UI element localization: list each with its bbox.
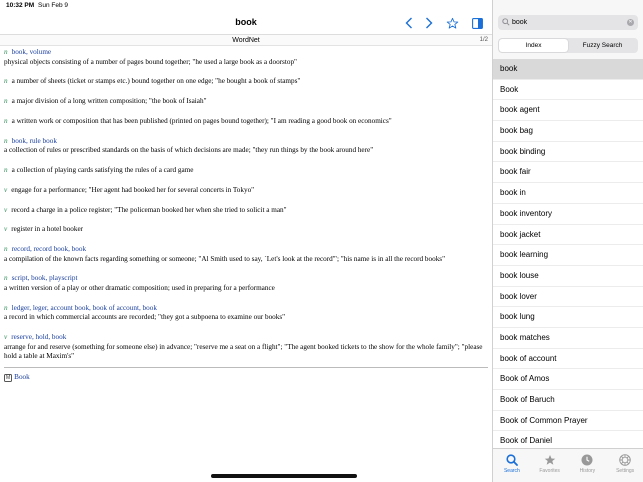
- part-of-speech: n: [4, 116, 8, 125]
- index-list-item[interactable]: book matches: [493, 328, 643, 349]
- search-icon: [506, 454, 518, 466]
- definitions: [4, 48, 488, 382]
- search-icon: [502, 18, 510, 26]
- synonym-links[interactable]: book, volume: [11, 48, 52, 56]
- definition-gloss: a compilation of the known facts regarding something or someone; "Al Smith used to say, `Let's look at the record'"; "his name is in all the record books": [4, 254, 446, 263]
- forward-button[interactable]: [422, 16, 436, 30]
- index-list-item[interactable]: book learning: [493, 245, 643, 266]
- other-source-label[interactable]: Book: [14, 372, 30, 381]
- definition-gloss: a number of sheets (ticket or stamps etc.) bound together on one edge; "he bought a book of stamps": [11, 77, 301, 86]
- synonym-links[interactable]: record, record book, book: [11, 245, 87, 254]
- segment-fuzzy-search[interactable]: Fuzzy Search: [582, 42, 623, 49]
- part-of-speech: v: [4, 185, 8, 194]
- definition-gloss: physical objects consisting of a number of pages bound together; "he used a large book as a doorstop": [4, 57, 297, 66]
- status-date: Sun Feb 9: [38, 2, 68, 9]
- part-of-speech: n: [4, 136, 8, 145]
- tab-label: History: [579, 468, 596, 474]
- index-list-item[interactable]: book louse: [493, 266, 643, 287]
- gear-icon: [619, 454, 631, 466]
- definition-entry: [4, 137, 488, 156]
- segmented-control: [498, 38, 638, 53]
- definition-gloss: a collection of playing cards satisfying the rules of a card game: [11, 165, 194, 174]
- synonym-links[interactable]: reserve, hold, book: [11, 333, 67, 342]
- index-list-item[interactable]: Book of Amos: [493, 369, 643, 390]
- index-list: [493, 59, 643, 452]
- part-of-speech: n: [4, 274, 8, 283]
- part-of-speech: n: [4, 245, 8, 254]
- source-page: 1/2: [479, 37, 488, 43]
- definition-entry: [4, 245, 488, 264]
- part-of-speech: n: [4, 77, 8, 86]
- index-list-item[interactable]: book agent: [493, 100, 643, 121]
- index-list-item[interactable]: Book: [493, 80, 643, 101]
- definition-gloss: a written version of a play or other dramatic composition; used in preparing for a performance: [4, 283, 275, 292]
- clock-icon: [581, 454, 593, 466]
- definition-entry: [4, 166, 488, 176]
- index-list-item[interactable]: book lung: [493, 307, 643, 328]
- segment-index[interactable]: Index: [499, 39, 568, 52]
- chevron-right-icon: [425, 17, 433, 29]
- part-of-speech: n: [4, 303, 8, 312]
- star-icon: [544, 454, 556, 466]
- tab-label: Search: [503, 468, 520, 474]
- page-title: book: [235, 17, 257, 27]
- synonym-links[interactable]: ledger, leger, account book, book of account, book: [11, 303, 157, 312]
- index-list-item[interactable]: Book of Baruch: [493, 390, 643, 411]
- index-list-item[interactable]: book bag: [493, 121, 643, 142]
- chevron-left-icon: [405, 17, 413, 29]
- part-of-speech: n: [4, 165, 8, 174]
- part-of-speech: v: [4, 225, 8, 234]
- definition-gloss: a record in which commercial accounts are recorded; "they got a subpoena to examine our books": [4, 313, 286, 322]
- index-list-item[interactable]: book lover: [493, 287, 643, 308]
- definition-entry: [4, 186, 488, 196]
- divider: [4, 367, 488, 368]
- index-list-item[interactable]: book of account: [493, 349, 643, 370]
- source-badge-icon: M: [6, 374, 11, 381]
- definition-entry: [4, 77, 488, 87]
- definition-entry: [4, 48, 488, 67]
- tab-label: Favorites: [539, 468, 560, 474]
- home-indicator[interactable]: [211, 474, 357, 478]
- tab-search[interactable]: [493, 449, 531, 482]
- index-list-item[interactable]: book fair: [493, 162, 643, 183]
- index-sidebar: [492, 0, 643, 482]
- index-list-item[interactable]: book inventory: [493, 204, 643, 225]
- index-list-item[interactable]: book jacket: [493, 225, 643, 246]
- definition-gloss: a written work or composition that has been published (printed on pages bound together); "I am reading a good book on economics": [11, 116, 392, 125]
- definition-gloss: record a charge in a police register; "The policeman booked her when she tried to solicit a man": [11, 205, 287, 214]
- definition-gloss: a major division of a long written composition; "the book of Isaiah": [11, 97, 207, 106]
- source-bar: [0, 34, 492, 46]
- part-of-speech: v: [4, 333, 8, 342]
- definition-entry: [4, 225, 488, 235]
- definition-gloss: register in a hotel booker: [11, 225, 84, 234]
- tab-settings[interactable]: [606, 449, 643, 482]
- clear-icon[interactable]: ✕: [628, 19, 633, 25]
- toggle-sidebar-button[interactable]: [470, 16, 484, 30]
- other-source-link[interactable]: [4, 373, 488, 383]
- tab-label: Settings: [616, 468, 635, 474]
- definition-gloss: a collection of rules or prescribed standards on the basis of which decisions are made; "they run things by the book around here": [4, 146, 374, 155]
- part-of-speech: v: [4, 205, 8, 214]
- index-list-item[interactable]: Book of Common Prayer: [493, 411, 643, 432]
- tab-bar: [493, 448, 643, 482]
- index-list-item[interactable]: book: [493, 59, 643, 80]
- index-list-item[interactable]: Book of Daniel: [493, 431, 643, 452]
- search-input[interactable]: [512, 17, 622, 28]
- sidebar-icon: [472, 18, 483, 29]
- definition-entry: [4, 117, 488, 127]
- definition-entry: [4, 274, 488, 293]
- definition-gloss: engage for a performance; "Her agent had booked her for several concerts in Tokyo": [11, 185, 255, 194]
- nav-bar: [0, 12, 492, 34]
- index-list-item[interactable]: book binding: [493, 142, 643, 163]
- definition-entry: [4, 97, 488, 107]
- definition-entry: [4, 333, 488, 362]
- synonym-links[interactable]: script, book, playscript: [11, 274, 78, 283]
- search-box[interactable]: [498, 15, 638, 30]
- part-of-speech: n: [4, 97, 8, 106]
- source-name: WordNet: [232, 37, 260, 44]
- part-of-speech: n: [4, 48, 8, 56]
- definition-gloss: arrange for and reserve (something for someone else) in advance; "reserve me a seat on a flight"; "The agent booked tickets to the show for the whole family"; "please hold a table at Maxim's": [4, 342, 483, 361]
- definition-entry: [4, 206, 488, 216]
- star-outline-icon: [446, 17, 459, 30]
- definition-entry: [4, 304, 488, 323]
- back-button[interactable]: [402, 16, 416, 30]
- synonym-links[interactable]: book, rule book: [11, 136, 57, 145]
- favorite-button[interactable]: [445, 16, 459, 30]
- tab-favorites[interactable]: [531, 449, 569, 482]
- status-time: 10:32 PM: [6, 2, 35, 9]
- index-list-item[interactable]: book in: [493, 183, 643, 204]
- tab-history[interactable]: [569, 449, 607, 482]
